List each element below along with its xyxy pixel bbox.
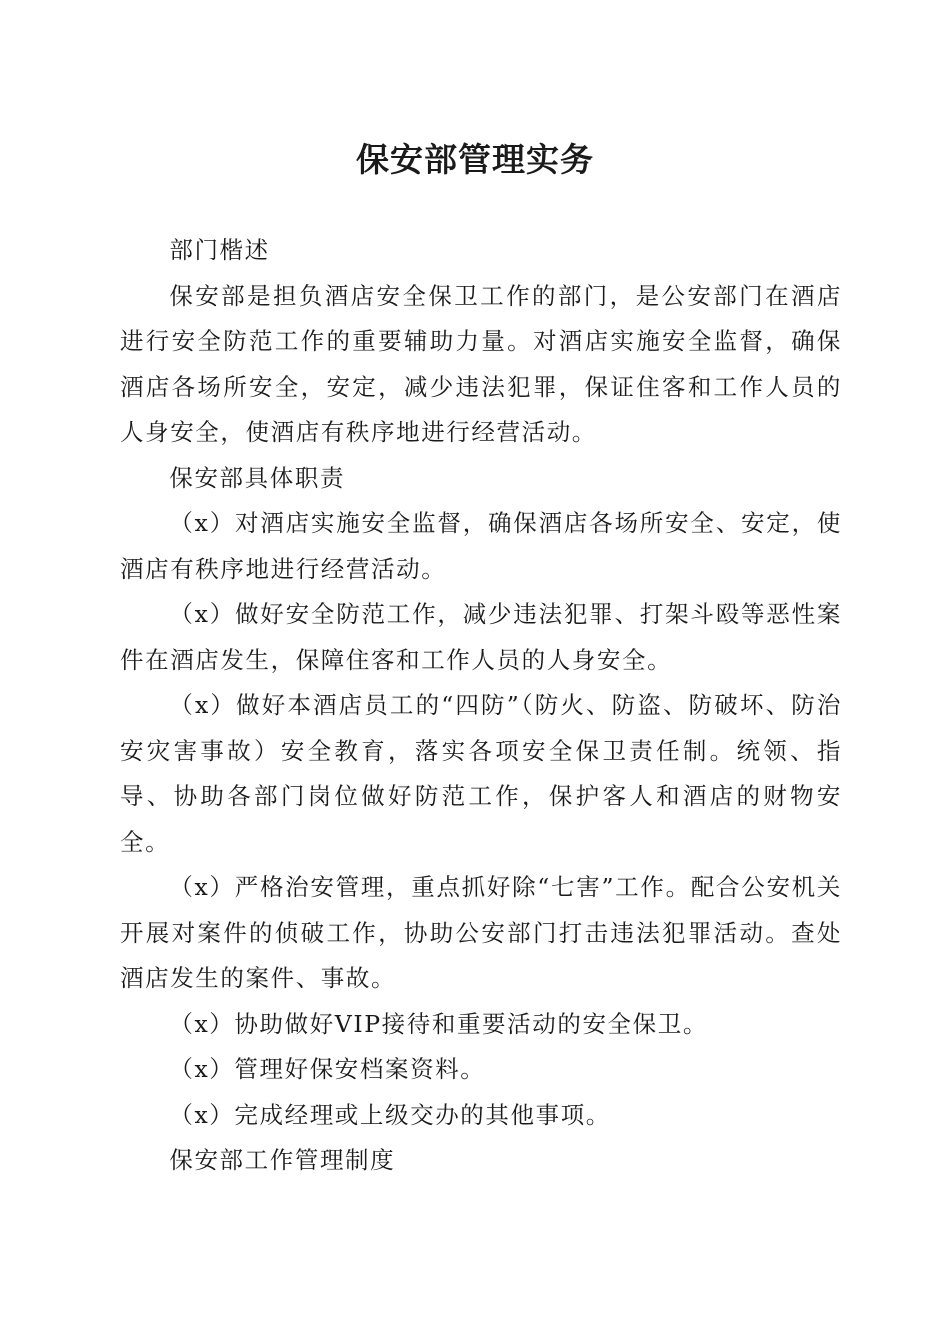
section-heading-duties: 保安部具体职责 (169, 463, 346, 492)
page-title: 保安部管理实务 (356, 140, 594, 179)
paragraph-overview: 保安部是担负酒店安全保卫工作的部门，是公安部门在酒店进行安全防范工作的重要辅助力量。对酒店实施安全监督，确保酒店各场所安全，安定，减少违法犯罪，保证住客和工作人员的人身安全，使酒店有秩序地进行经营活动。 (120, 281, 842, 446)
document-body (120, 228, 842, 1184)
duty-item: （x）做好本酒店员工的“四防”（防火、防盗、防破坏、防治安灾害事故）安全教育，落实各项安全保卫责任制。统领、指导、协助各部门岗位做好防范工作，保护客人和酒店的财物安全。 (120, 691, 842, 856)
section-heading-rules: 保安部工作管理制度 (169, 1146, 396, 1174)
duty-item: （x）协助做好VIP接待和重要活动的安全保卫。 (169, 1009, 708, 1038)
duty-item: （x）管理好保安档案资料。 (169, 1055, 486, 1083)
section-heading-overview: 部门楷述 (169, 236, 270, 264)
duty-item: （x）做好安全防范工作，减少违法犯罪、打架斗殴等恶性案件在酒店发生，保障住客和工作人员的人身安全。 (120, 600, 842, 674)
duty-item: （x）严格治安管理，重点抓好除“七害”工作。配合公安机关开展对案件的侦破工作，协助公安部门打击违法犯罪活动。查处酒店发生的案件、事故。 (120, 873, 842, 992)
duty-item: （x）对酒店实施安全监督，确保酒店各场所安全、安定，使酒店有秩序地进行经营活动。 (120, 509, 842, 583)
duty-item: （x）完成经理或上级交办的其他事项。 (169, 1100, 611, 1129)
